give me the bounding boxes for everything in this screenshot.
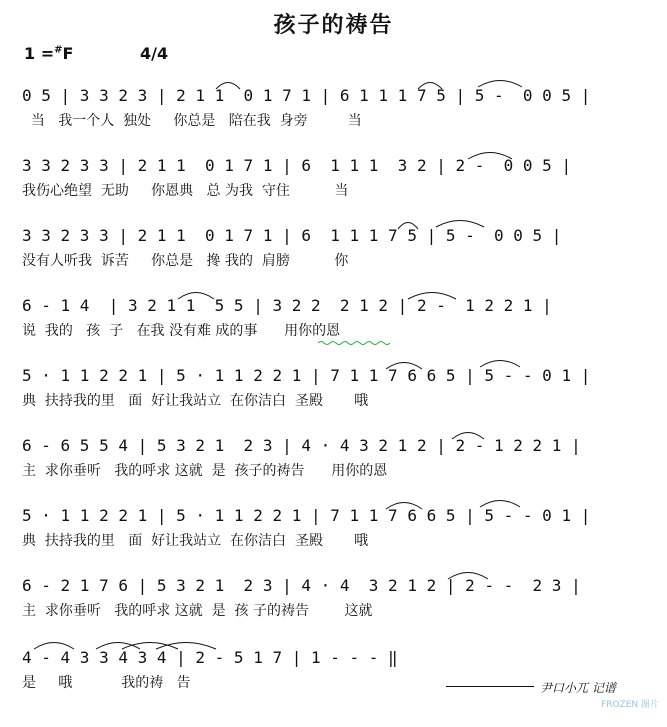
signature-rule bbox=[446, 686, 534, 687]
lyrics-line: 主 求你垂听 我的呼求 这就 是 孩 子的祷告 这就 bbox=[22, 603, 373, 619]
notation-line: 6 - 2 1 7 6 | 5 3 2 1 2 3 | 4 · 4 3 2 1 2 | 2 - - 2 3 | bbox=[22, 576, 581, 595]
notation-line: 6 - 6 5 5 4 | 5 3 2 1 2 3 | 4 · 4 3 2 1 2 | 2 - 1 2 2 1 | bbox=[22, 436, 581, 455]
notation-line: 3 3 2 3 3 | 2 1 1 0 1 7 1 | 6 1 1 1 3 2 | 2 - 0 0 5 | bbox=[22, 156, 572, 175]
spellcheck-underline bbox=[318, 340, 390, 345]
notation-line: 3 3 2 3 3 | 2 1 1 0 1 7 1 | 6 1 1 1 7 5 | 5 - 0 0 5 | bbox=[22, 226, 562, 245]
sharp-sign: # bbox=[54, 44, 63, 56]
lyrics-line: 说 我的 孩 子 在我 没有难 成的事 用你的恩 bbox=[22, 323, 341, 339]
notation-line: 5 · 1 1 2 2 1 | 5 · 1 1 2 2 1 | 7 1 1 7 6 6 5 | 5 - - 0 1 | bbox=[22, 366, 591, 385]
lyrics-line: 典 扶持我的里 面 好让我站立 在你洁白 圣殿 哦 bbox=[22, 533, 369, 549]
watermark-logo: FROZEN 图片 bbox=[601, 700, 659, 710]
transcriber-signature: 尹口小兀 记谱 bbox=[540, 681, 616, 695]
lyrics-line: 当 我一个人 独处 你总是 陪在我 身旁 当 bbox=[22, 113, 362, 129]
time-signature: 4/4 bbox=[140, 44, 169, 63]
notation-line: 0 5 | 3 3 2 3 | 2 1 1 0 1 7 1 | 6 1 1 1 7 5 | 5 - 0 0 5 | bbox=[22, 86, 591, 105]
notation-line: 4 - 4 3 3 4 3 4 | 2 - 5 1 7 | 1 - - - ‖ bbox=[22, 648, 398, 667]
lyrics-line: 主 求你垂听 我的呼求 这就 是 孩子的祷告 用你的恩 bbox=[22, 463, 388, 479]
key-signature bbox=[24, 44, 73, 63]
key-label: 1 = bbox=[24, 44, 55, 63]
notation-line: 6 - 1 4 | 3 2 1 1 5 5 | 3 2 2 2 1 2 | 2 - 1 2 2 1 | bbox=[22, 296, 552, 315]
song-title: 孩子的祷告 bbox=[273, 12, 394, 38]
lyrics-line: 我伤心绝望 无助 你恩典 总 为我 守住 当 bbox=[22, 183, 349, 199]
lyrics-line: 没有人听我 诉苦 你总是 搀 我的 肩膀 你 bbox=[22, 253, 349, 269]
key-note: F bbox=[62, 44, 74, 63]
lyrics-line: 典 扶持我的里 面 好让我站立 在你洁白 圣殿 哦 bbox=[22, 393, 369, 409]
lyrics-line: 是 哦 我的祷 告 bbox=[22, 675, 191, 691]
notation-line: 5 · 1 1 2 2 1 | 5 · 1 1 2 2 1 | 7 1 1 7 6 6 5 | 5 - - 0 1 | bbox=[22, 506, 591, 525]
